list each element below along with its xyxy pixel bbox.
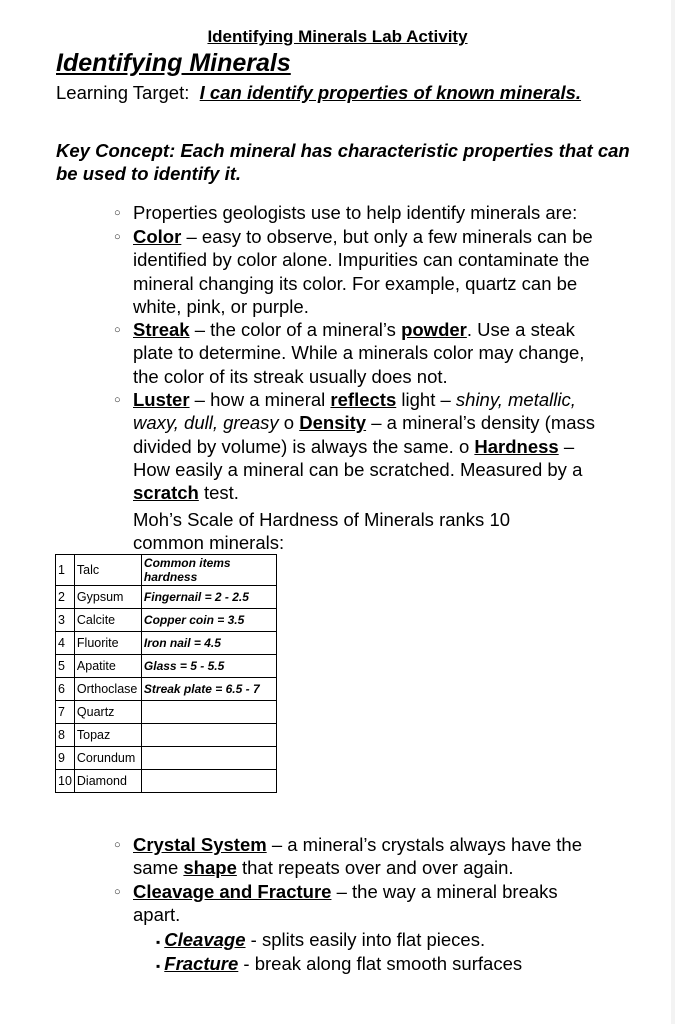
bullet-circle-icon: ○ (114, 207, 121, 219)
luster-text (133, 388, 611, 504)
table-row (56, 678, 277, 701)
learning-target (56, 81, 616, 104)
color-text (133, 225, 608, 318)
common-item-hardness (141, 701, 276, 724)
page-title: Identifying Minerals Lab Activity (207, 27, 468, 46)
mineral-name: Fluorite (74, 632, 141, 655)
cleavage-fracture-text (133, 880, 603, 927)
luster-term: Luster (133, 389, 190, 410)
mineral-name: Orthoclase (74, 678, 141, 701)
streak-description-2: . Use a steak plate to determine. While a minerals color may change, the color of its streak usually does not. (133, 319, 585, 387)
page-edge (671, 0, 675, 1024)
mohs-intro: Moh’s Scale of Hardness of Minerals ranks 10 common minerals: (133, 509, 511, 554)
mineral-name: Talc (74, 555, 141, 586)
mineral-rank: 5 (56, 655, 75, 678)
main-title: Identifying Minerals (56, 49, 291, 77)
common-item-hardness: Copper coin = 3.5 (141, 609, 276, 632)
mineral-name: Apatite (74, 655, 141, 678)
crystal-description-2: that repeats over and over again. (236, 857, 514, 879)
crystal-term: Crystal System (133, 834, 267, 855)
cleavage-description: - splits easily into flat pieces. (245, 929, 486, 950)
table-row (56, 632, 277, 655)
common-item-hardness: Streak plate = 6.5 - 7 (141, 678, 276, 701)
streak-description-1: – the color of a mineral’s (189, 319, 402, 340)
mineral-rank: 4 (56, 632, 75, 655)
mineral-rank: 8 (56, 724, 75, 747)
mohs-hardness-table (55, 554, 277, 793)
mineral-rank: 2 (56, 586, 75, 609)
common-item-hardness (141, 770, 276, 793)
mineral-name: Quartz (74, 701, 141, 724)
fracture-term: Fracture (164, 953, 239, 974)
mineral-rank: 6 (56, 678, 75, 701)
bullet-circle-icon: ○ (114, 324, 121, 336)
common-item-hardness: Glass = 5 - 5.5 (141, 655, 276, 678)
bullet-circle-icon: ○ (114, 886, 121, 898)
mineral-rank: 9 (56, 747, 75, 770)
intro-text: Properties geologists use to help identify minerals are: (133, 202, 578, 223)
table-row (56, 701, 277, 724)
hardness-scratch: scratch (133, 482, 199, 504)
streak-text (133, 318, 613, 388)
table-row (56, 586, 277, 609)
cleavage-fracture-term: Cleavage and Fracture (133, 881, 332, 902)
luster-examples: shiny, metallic, waxy, dull, greasy (133, 389, 576, 434)
hardness-description-2: test. (198, 482, 239, 504)
key-concept: Key Concept: Each mineral has characteristic properties that can be used to identify it. (56, 140, 630, 184)
common-item-hardness: Common items hardness (141, 555, 276, 586)
common-item-hardness: Iron nail = 4.5 (141, 632, 276, 655)
mineral-name: Gypsum (74, 586, 141, 609)
crystal-text (133, 833, 623, 880)
streak-powder: powder (401, 319, 467, 340)
bullet-circle-icon: ○ (114, 394, 121, 406)
common-item-hardness (141, 724, 276, 747)
crystal-shape: shape (183, 857, 237, 879)
hardness-description-1: – How easily a mineral can be scratched. Measured by a (133, 435, 583, 480)
luster-description-2: light – (396, 389, 456, 410)
table-row (56, 655, 277, 678)
sub-bullet-cleavage (156, 928, 485, 954)
cleavage-fracture-description: – the way a mineral breaks apart. (133, 881, 558, 926)
mineral-name: Topaz (74, 724, 141, 747)
luster-description-1: – how a mineral (189, 389, 331, 410)
hardness-term: Hardness (474, 435, 559, 457)
mineral-name: Corundum (74, 747, 141, 770)
table-row (56, 747, 277, 770)
bullet-circle-icon: ○ (114, 231, 121, 243)
learning-target-text: I can identify properties of known minerals. (199, 82, 582, 103)
color-term: Color (133, 226, 182, 247)
bullet-circle-icon: ○ (114, 839, 121, 851)
luster-description-3: o (278, 412, 300, 434)
luster-reflects: reflects (330, 389, 397, 410)
streak-term: Streak (133, 319, 190, 340)
bullet-dot-icon: ▪ (156, 959, 161, 973)
learning-target-label: Learning Target: (56, 82, 190, 103)
table-row (56, 770, 277, 793)
common-item-hardness: Fingernail = 2 - 2.5 (141, 586, 276, 609)
table-row (56, 724, 277, 747)
mineral-name: Calcite (74, 609, 141, 632)
mineral-name: Diamond (74, 770, 141, 793)
crystal-description-1: – a mineral’s crystals always have the same (133, 834, 583, 879)
color-description: – easy to observe, but only a few minerals can be identified by color alone. Impurities can contaminate the mineral changing its color. For example, quartz can be white, pink, or purple. (133, 226, 593, 317)
mineral-rank: 10 (56, 770, 75, 793)
cleavage-term: Cleavage (164, 929, 246, 950)
common-item-hardness (141, 747, 276, 770)
density-term: Density (299, 412, 367, 434)
fracture-description: - break along flat smooth surfaces (238, 953, 523, 974)
density-description: – a mineral’s density (mass divided by volume) is always the same. o (133, 412, 596, 457)
table-row (56, 555, 277, 586)
mineral-rank: 3 (56, 609, 75, 632)
table-row (56, 609, 277, 632)
bullet-dot-icon: ▪ (156, 935, 161, 949)
mineral-rank: 1 (56, 555, 75, 586)
sub-bullet-fracture (156, 952, 522, 978)
mineral-rank: 7 (56, 701, 75, 724)
